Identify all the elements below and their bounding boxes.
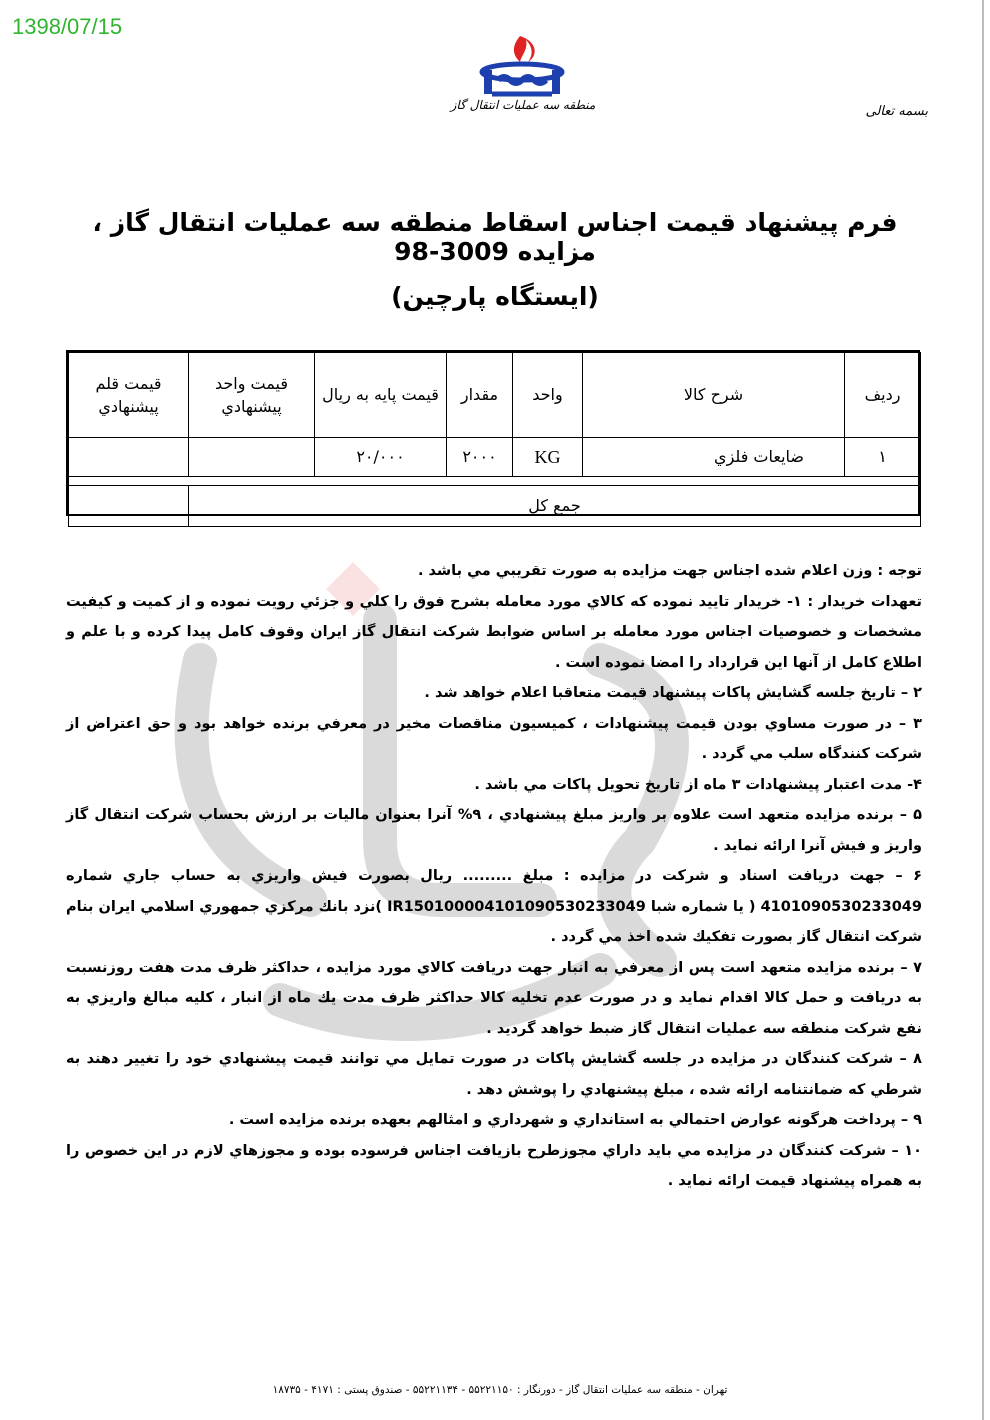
items-table xyxy=(66,350,920,516)
header-total-price: قيمت قلم پيشنهادي xyxy=(69,353,189,438)
header-unit-price: قيمت واحد پيشنهادي xyxy=(189,353,315,438)
bismillah-heading: بسمه تعالی xyxy=(865,104,928,119)
page-edge xyxy=(982,0,984,1420)
date-stamp: 1398/07/15 xyxy=(12,14,123,39)
note-item-2: ۲ – تاريخ جلسه گشايش پاكات پيشنهاد قيمت متعاقبا اعلام خواهد شد . xyxy=(424,685,922,701)
logo-caption: منطقه سه عملیات انتقال گاز xyxy=(450,98,596,112)
note-weight: توجه : وزن اعلام شده اجناس جهت مزايده به صورت تقريبي مي باشد . xyxy=(417,563,922,579)
cell-total-price xyxy=(69,438,189,477)
gas-company-logo-icon xyxy=(458,28,588,128)
note-item-4: ۴- مدت اعتبار پيشنهادات ۳ ماه از تاريخ تحويل پاكات مي باشد . xyxy=(474,776,922,793)
document-title: فرم پیشنهاد قیمت اجناس اسقاط منطقه سه عملیات انتقال گاز ، مزایده 3009-98 xyxy=(92,208,898,266)
footer-contact: تهران - منطقه سه عملیات انتقال گاز - دورنگار : ۵۵۲۲۱۱۵۰ - ۵۵۲۲۱۱۳۴ - صندوق پستی : ۴۱۷۱ - ۱۸۷۳۵ xyxy=(272,1384,728,1396)
note-item-6: ۶ – جهت دريافت اسناد و شركت در مزايده : مبلغ ......... ريال بصورت فيش واريزي به حساب جاري شماره 4101090530233049 ( يا شماره شبا IR150100004101090530233049 )نزد بانك مركزي جمهوري اسلامي ايران بنام شركت انتقال گاز بصورت تفكيك شده اخذ مي گردد . xyxy=(66,868,922,945)
station-subtitle: (ایستگاه پارچین) xyxy=(391,282,599,311)
grand-total-label: جمع كل xyxy=(189,486,921,527)
grand-total-value xyxy=(69,486,189,527)
header-description: شرح كالا xyxy=(583,353,845,438)
table-row xyxy=(69,438,921,477)
header-row-number: رديف xyxy=(845,353,921,438)
terms-list xyxy=(66,556,922,1197)
cell-quantity: ۲۰۰۰ xyxy=(447,438,513,477)
cell-row-number: ۱ xyxy=(845,438,921,477)
note-item-10: ۱۰ – شركت كنندگان در مزايده مي بايد داراي مجوزطرح بازيافت اجناس فرسوده بوده و مجوزهاي لازم در اين خصوص را به همراه پيشنهاد قيمت ارائه نمايد . xyxy=(66,1142,922,1189)
cell-description: ضايعات فلزي xyxy=(583,438,845,477)
table-header-row xyxy=(69,353,921,438)
note-buyer-obligations: تعهدات خريدار : ۱- خريدار تاييد نموده كه كالاي مورد معامله بشرح فوق را كلي و جزئي رويت نموده و از كميت و كيفيت مشخصات و خصوصيات اجناس مورد معامله بر اساس ضوابط شركت انتقال گاز ايران وقوف كامل پيدا كرده و با علم و اطلاع كامل از آنها اين قرارداد را امضا نموده است . xyxy=(66,593,922,671)
note-item-9: ۹ – پرداخت هرگونه عوارض احتمالي به استانداري و شهرداري و امثالهم بعهده برنده مزايده است . xyxy=(228,1112,922,1128)
cell-unit: KG xyxy=(513,438,583,477)
note-item-7: ۷ – برنده مزايده متعهد است پس از معرفي به انبار جهت دريافت كالاي مورد مزايده ، حداكثر ظرف مدت هفت روزنسبت به دريافت و حمل كالا اقدام نمايد و در صورت عدم تخليه كالا حداكثر ظرف مدت يك ماه از انبار ، كليه مبالغ واريزي به نفع شركت منطقه سه عمليات انتقال گاز ضبط خواهد گرديد . xyxy=(66,959,922,1037)
table-spacer xyxy=(69,477,921,486)
cell-unit-price xyxy=(189,438,315,477)
cell-base-price: ۲۰/۰۰۰ xyxy=(315,438,447,477)
header-base-price: قيمت پايه به ريال xyxy=(315,353,447,438)
note-item-3: ۳ – در صورت مساوي بودن قيمت پيشنهادات ، كميسيون مناقصات مخير در معرفي برنده خواهد بود و حق اعتراض از شركت كنندگاه سلب مي گردد . xyxy=(66,715,922,762)
note-item-8: ۸ – شركت كنندگان در مزايده در جلسه گشايش پاكات در صورت تمايل مي توانند قيمت پيشنهادي خود را تغيير دهند به شرطي كه ضمانتنامه ارائه شده ، مبلغ پيشنهادي را پوشش دهد . xyxy=(66,1051,922,1098)
note-item-5: ۵ – برنده مزايده متعهد است علاوه بر واريز مبلغ پيشنهادي ، ۹% آنرا بعنوان ماليات بر ارزش بحساب شركت انتقال گاز واريز و فيش آنرا ارائه نمايد . xyxy=(66,807,922,854)
header-unit: واحد xyxy=(513,353,583,438)
grand-total-row xyxy=(69,486,921,527)
header-quantity: مقدار xyxy=(447,353,513,438)
